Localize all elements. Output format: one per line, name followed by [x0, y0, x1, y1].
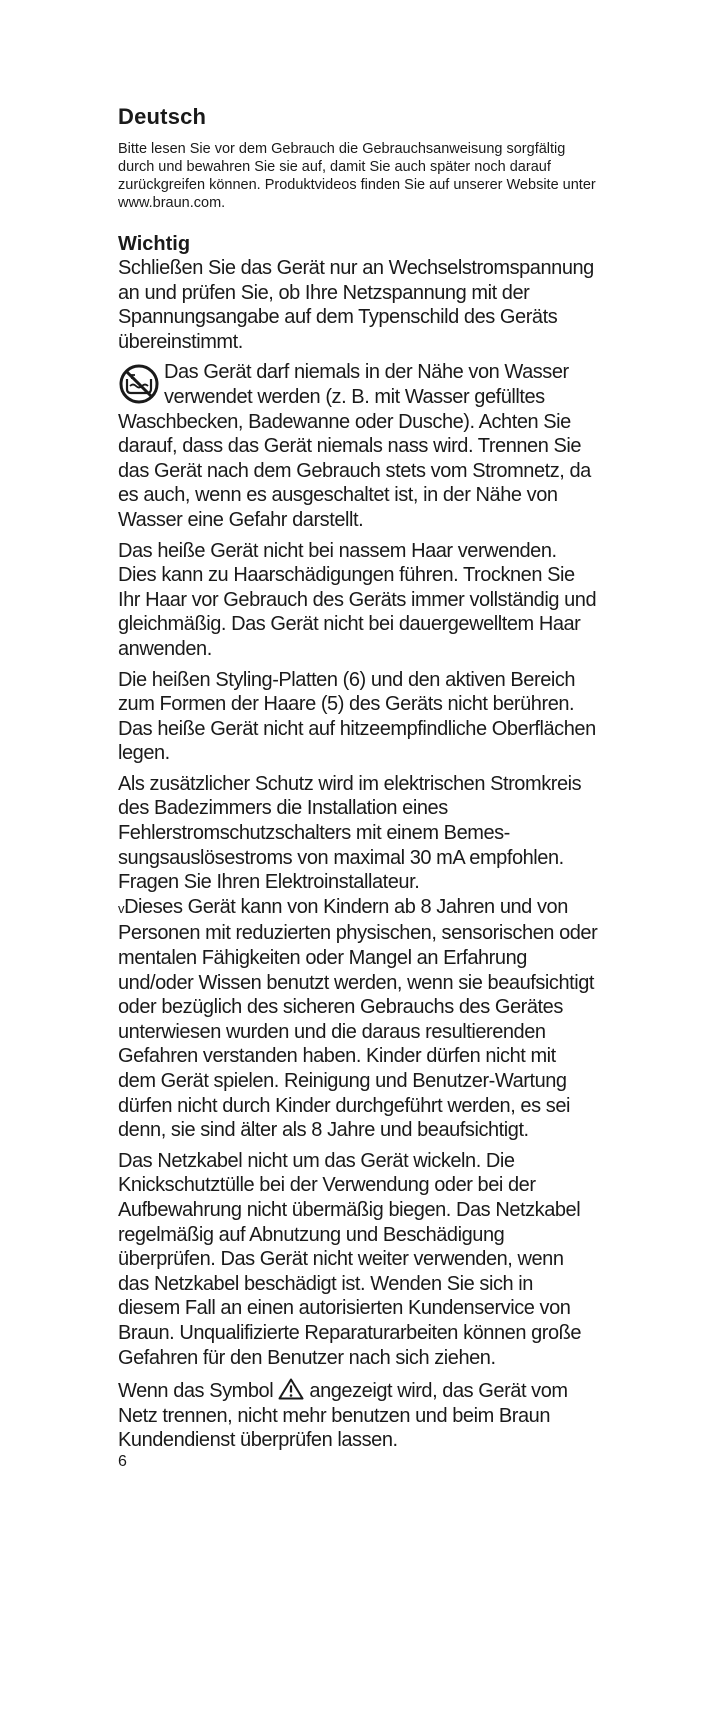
paragraph-wet-hair: Das heiße Gerät nicht bei nassem Haar verwenden. Dies kann zu Haarschädigungen führen. Trocknen Sie Ihr Haar vor Gebrauch des Geräts immer vollständig und gleichmäßig. Das Gerät nicht bei dauergewelltem Haar anwenden. [118, 539, 597, 660]
paragraph-rcd: Als zusätzlicher Schutz wird im elektrischen Stromkreis des Badezimmers die Installation eines Fehlerstromschutzschalters mit einem Bemessungsauslösestroms von maximal 30 mA empfohlen. Fragen Sie Ihren Elektroinstallateur. [118, 772, 582, 894]
section-heading-wichtig: Wichtig [118, 233, 191, 255]
language-heading: Deutsch [118, 104, 207, 129]
intro-text: Bitte lesen Sie vor dem Gebrauch die Gebrauchsanweisung sorgfältig durch und bewahren Sie sie auf, damit Sie auch später noch darauf zurückgreifen können. Produktvideos finden Sie auf unserer Website unter www.braun.com. [118, 141, 596, 211]
paragraph-hot-plates: Die heißen Styling-Platten (6) und den aktiven Bereich zum Formen der Haare (5) des Geräts nicht berühren. Das heiße Gerät nicht auf hitzeempfindliche Oberflächen legen. [118, 668, 596, 765]
warning-triangle-icon [278, 1378, 304, 1400]
children-text: Dieses Gerät kann von Kindern ab 8 Jahren und von Personen mit reduzierten physischen, sensorischen oder mentalen Fähigkeiten oder Mangel an Erfahrung und/oder Wissen benutzt werden, wenn sie beaufsichtigt oder bezüglich des sicheren Gebrauchs des Gerätes unterwiesen wurden und die daraus resultierenden Gefahren verstanden haben. Kinder dürfen nicht mit dem Gerät spielen. Reinigung und Benutzer-Wartung dürfen nicht durch Kinder durchgeführt werden, es sei denn, sie sind älter als 8 Jahre und beaufsichtigt. [118, 895, 598, 1142]
symbol-text-before: Wenn das Symbol [118, 1380, 274, 1403]
paragraph-voltage: Schließen Sie das Gerät nur an Wechselstromspannung an und prüfen Sie, ob Ihre Netzspannung mit der Spannungsangabe auf dem Typenschild des Geräts übereinstimmt. [118, 257, 594, 353]
manual-page [118, 104, 598, 1471]
symbol-text-after: angezeigt wird, das Gerät vom Netz trennen, nicht mehr benutzen und beim Braun Kundendienst überprüfen lassen. [118, 1380, 568, 1452]
page-number: 6 [118, 1452, 127, 1470]
list-marker: v [118, 900, 125, 916]
paragraph-children [118, 895, 598, 1143]
paragraph-symbol [118, 1378, 598, 1453]
no-water-icon [118, 363, 160, 405]
paragraph-water-warning [118, 360, 598, 532]
water-warning-text: Das Gerät darf niemals in der Nähe von Wasser verwendet werden (z. B. mit Wasser gefülltes Waschbecken, Badewanne oder Dusche). Achten Sie darauf, dass das Gerät niemals nass wird. Trennen Sie das Gerät nach dem Gebrauch stets vom Stromnetz, da es auch, wenn es ausgeschaltet ist, in der Nähe von Wasser eine Gefahr darstellt. [118, 361, 591, 531]
paragraph-cord: Das Netzkabel nicht um das Gerät wickeln. Die Knickschutztülle bei der Verwendung oder bei der Aufbewahrung nicht übermäßig biegen. Das Netzkabel regelmäßig auf Abnutzung und Beschädigung überprüfen. Das Gerät nicht weiter verwenden, wenn das Netzkabel beschädigt ist. Wenden Sie sich in diesem Fall an einen autorisierten Kundenservice von Braun. Unqualifizierte Reparaturarbeiten können große Gefahren für den Benutzer nach sich ziehen. [118, 1149, 582, 1369]
